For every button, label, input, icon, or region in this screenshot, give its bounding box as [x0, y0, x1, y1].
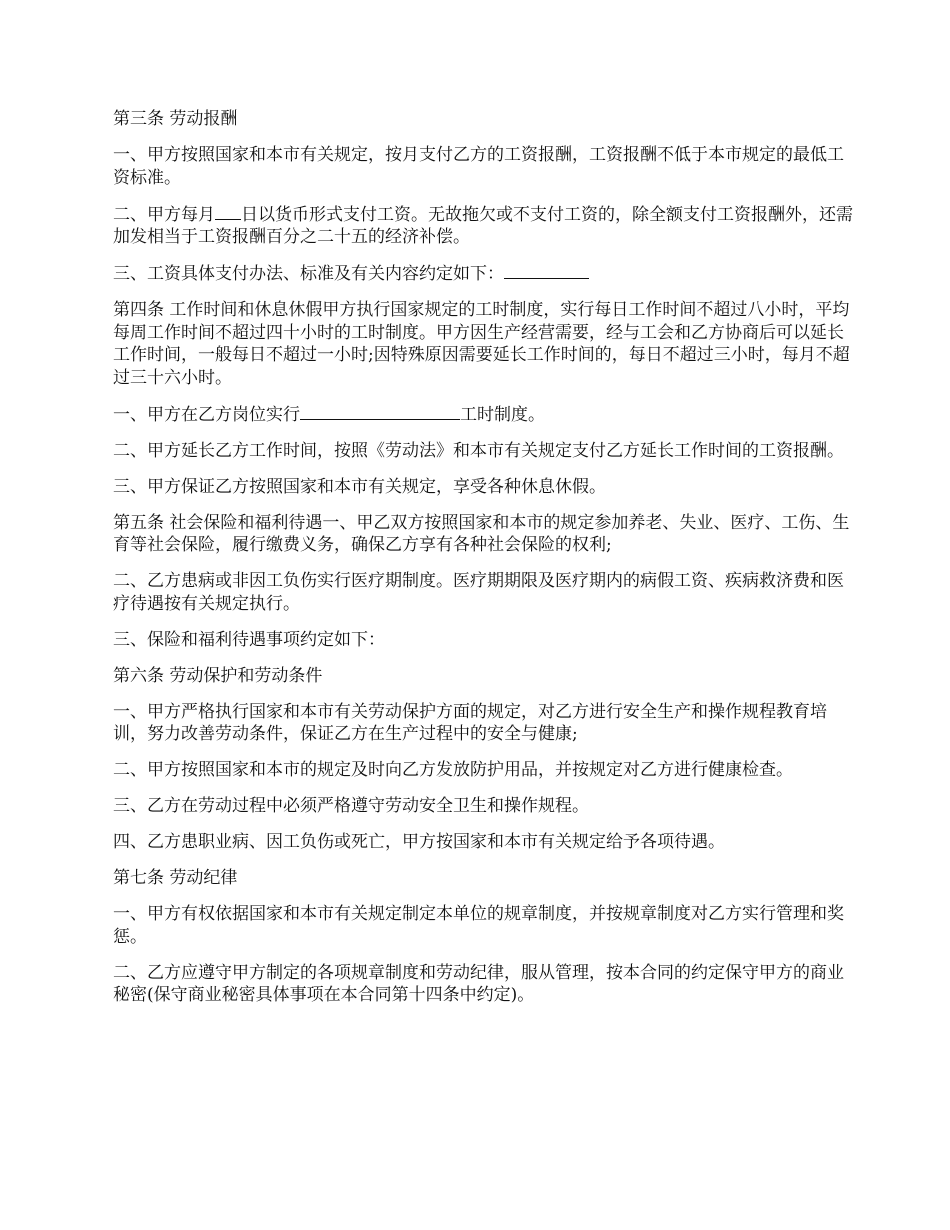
- article-4-clause-3: 三、甲方保证乙方按照国家和本市有关规定，享受各种休息休假。: [113, 476, 606, 497]
- article-7-clause-1: 一、甲方有权依据国家和本市有关规定制定本单位的规章制度，并按规章制度对乙方实行管理和奖惩。: [113, 904, 844, 947]
- wage-terms-blank: [504, 262, 589, 279]
- article-6-clause-2: 二、甲方按照国家和本市的规定及时向乙方发放防护用品，并按规定对乙方进行健康检查。: [113, 760, 793, 780]
- clause-text: 二、甲方每月: [113, 204, 215, 225]
- clause-text: 工时制度。: [460, 404, 545, 425]
- article-5-clause-2: 二、乙方患病或非因工负伤实行医疗期制度。医疗期期限及医疗期内的病假工资、疾病救济费和医疗待遇按有关规定执行。: [113, 571, 844, 614]
- article-3-clause-2: [113, 203, 855, 249]
- clause-text: 三、工资具体支付办法、标准及有关内容约定如下：: [113, 264, 504, 284]
- article-4-clause-1: [113, 403, 855, 427]
- pay-day-blank: [215, 203, 241, 220]
- article-6-clause-1: 一、甲方严格执行国家和本市有关劳动保护方面的规定，对乙方进行安全生产和操作规程教育培训，努力改善劳动条件，保证乙方在生产过程中的安全与健康;: [113, 701, 827, 744]
- article-4-heading: 第四条 工作时间和休息休假甲方执行国家规定的工时制度，实行每日工作时间不超过八小时，平均每周工作时间不超过四十小时的工时制度。甲方因生产经营需要，经与工会和乙方协商后可以延长工作时间，一般每日不超过一小时;因特殊原因需要延长工作时间的，每日不超过三小时，每月不超过三十六小时。: [113, 300, 850, 388]
- clause-text: 一、甲方在乙方岗位实行: [113, 404, 300, 425]
- article-4-clause-2: 二、甲方延长乙方工作时间，按照《劳动法》和本市有关规定支付乙方延长工作时间的工资报酬。: [113, 440, 844, 461]
- clause-text: 日以货币形式支付工资。无故拖欠或不支付工资的，除全额支付工资报酬外，还需加发相当于工资报酬百分之二十五的经济补偿。: [113, 204, 853, 247]
- article-7-clause-2: 二、乙方应遵守甲方制定的各项规章制度和劳动纪律，服从管理，按本合同的约定保守甲方的商业秘密(保守商业秘密具体事项在本合同第十四条中约定)。: [113, 962, 844, 1005]
- article-5-clause-3: 三、保险和福利待遇事项约定如下：: [113, 629, 385, 650]
- article-5-heading: 第五条 社会保险和福利待遇一、甲乙双方按照国家和本市的规定参加养老、失业、医疗、工伤、生育等社会保险，履行缴费义务，确保乙方享有各种社会保险的权利;: [113, 512, 850, 555]
- article-7-heading: 第七条 劳动纪律: [113, 868, 238, 888]
- article-3-clause-1: 一、甲方按照国家和本市有关规定，按月支付乙方的工资报酬，工资报酬不低于本市规定的最低工资标准。: [113, 145, 844, 188]
- work-hour-system-blank: [300, 403, 460, 420]
- article-6-clause-3: 三、乙方在劳动过程中必须严格遵守劳动安全卫生和操作规程。: [113, 796, 589, 816]
- article-6-clause-4: 四、乙方患职业病、因工负伤或死亡，甲方按国家和本市有关规定给予各项待遇。: [113, 832, 725, 852]
- document-body: [113, 108, 855, 1020]
- article-6-heading: 第六条 劳动保护和劳动条件: [113, 665, 323, 686]
- article-3-heading: 第三条 劳动报酬: [113, 109, 238, 129]
- article-3-clause-3: [113, 262, 855, 286]
